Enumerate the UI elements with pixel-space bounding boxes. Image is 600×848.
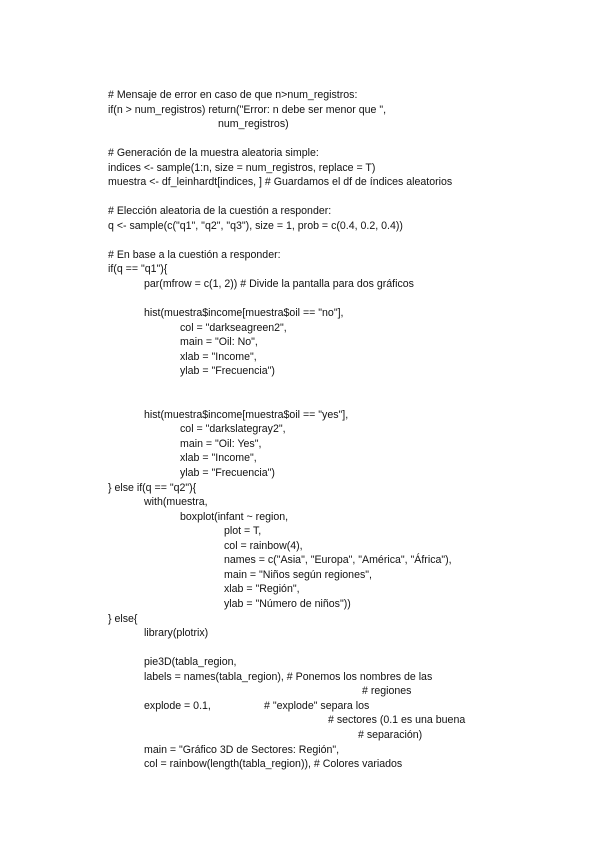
code-line: col = rainbow(4), xyxy=(224,540,303,552)
code-line: col = "darkseagreen2", xyxy=(180,322,287,334)
code-line: labels = names(tabla_region), # Ponemos los nombres de las xyxy=(144,671,433,683)
code-line: main = "Oil: No", xyxy=(180,336,258,348)
code-line: # "explode" separa los xyxy=(264,700,370,712)
code-line: plot = T, xyxy=(224,525,262,537)
code-line: xlab = "Income", xyxy=(180,452,257,464)
code-line: main = "Gráfico 3D de Sectores: Región", xyxy=(144,744,340,756)
code-line: # Generación de la muestra aleatoria simple: xyxy=(108,147,319,159)
code-line: ylab = "Número de niños")) xyxy=(224,598,351,610)
code-line: # regiones xyxy=(362,685,412,697)
code-line: col = "darkslategray2", xyxy=(180,423,286,435)
code-line: } else if(q == "q2"){ xyxy=(108,482,197,494)
code-line: indices <- sample(1:n, size = num_registros, replace = T) xyxy=(108,162,376,174)
code-line: xlab = "Región", xyxy=(224,583,300,595)
code-line: } else{ xyxy=(108,613,138,625)
code-line: par(mfrow = c(1, 2)) # Divide la pantalla para dos gráficos xyxy=(144,278,414,290)
code-line: num_registros) xyxy=(218,118,289,130)
code-line: hist(muestra$income[muestra$oil == "yes"], xyxy=(144,409,349,421)
code-line: main = "Oil: Yes", xyxy=(180,438,262,450)
code-line: # Elección aleatoria de la cuestión a responder: xyxy=(108,205,332,217)
code-line: col = rainbow(length(tabla_region)), # Colores variados xyxy=(144,758,403,770)
code-line: if(q == "q1"){ xyxy=(108,263,168,275)
code-line: hist(muestra$income[muestra$oil == "no"], xyxy=(144,307,344,319)
code-line: xlab = "Income", xyxy=(180,351,257,363)
code-line: names = c("Asia", "Europa", "América", "África"), xyxy=(224,554,452,566)
code-line: with(muestra, xyxy=(144,496,208,508)
code-line: ylab = "Frecuencia") xyxy=(180,365,275,377)
code-line: # Mensaje de error en caso de que n>num_registros: xyxy=(108,89,358,101)
code-line: explode = 0.1, xyxy=(144,700,211,712)
code-line: ylab = "Frecuencia") xyxy=(180,467,275,479)
code-line: q <- sample(c("q1", "q2", "q3"), size = 1, prob = c(0.4, 0.2, 0.4)) xyxy=(108,220,403,232)
code-line: # separación) xyxy=(358,729,423,741)
code-line: library(plotrix) xyxy=(144,627,209,639)
code-line: if(n > num_registros) return("Error: n debe ser menor que ", xyxy=(108,104,387,116)
code-line: muestra <- df_leinhardt[indices, ] # Guardamos el df de índices aleatorios xyxy=(108,176,453,188)
code-line: # En base a la cuestión a responder: xyxy=(108,249,281,261)
code-line: main = "Niños según regiones", xyxy=(224,569,372,581)
code-line: boxplot(infant ~ region, xyxy=(180,511,289,523)
code-line: pie3D(tabla_region, xyxy=(144,656,237,668)
code-line: # sectores (0.1 es una buena xyxy=(328,714,466,726)
